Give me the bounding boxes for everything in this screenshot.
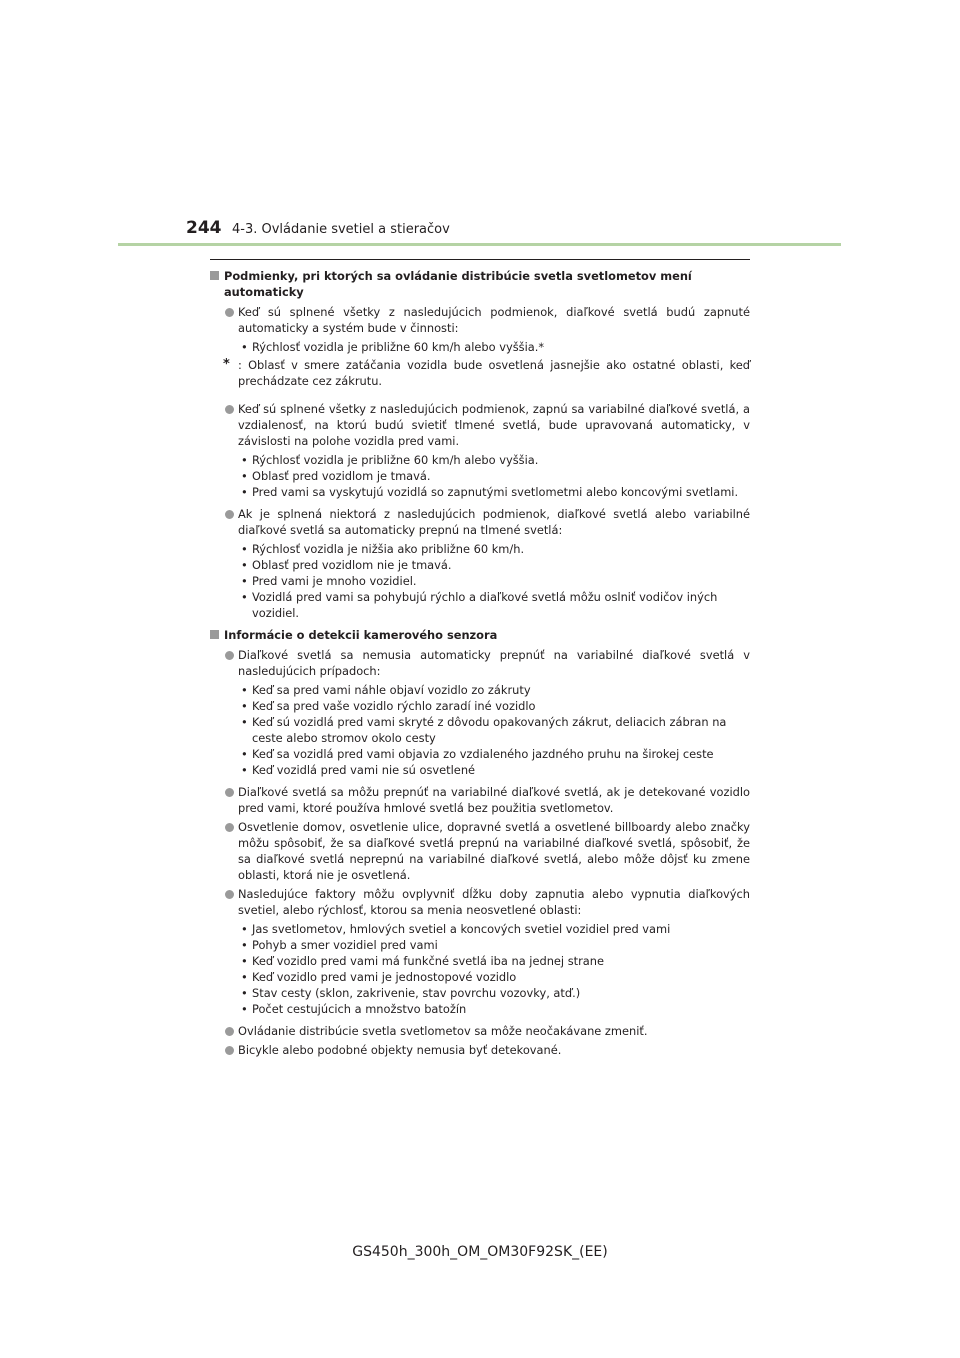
sub-item [210, 746, 750, 762]
sub-item-text: Keď sa pred vaše vozidlo rýchlo zaradí iné vozidlo [252, 699, 536, 713]
sub-item [210, 1001, 750, 1017]
sub-item [210, 339, 750, 355]
circle-bullet-icon [225, 890, 234, 899]
bullet-item [210, 506, 750, 538]
sub-item-text: Rýchlosť vozidla je približne 60 km/h alebo vyššia.* [252, 340, 545, 354]
sub-bullet-icon: • [241, 938, 248, 952]
sub-item [210, 762, 750, 778]
sub-item-text: Pred vami sa vyskytujú vozidlá so zapnutými svetlometmi alebo koncovými svetlami. [252, 485, 739, 499]
sub-item-text: Keď sa pred vami náhle objaví vozidlo zo zákruty [252, 683, 531, 697]
sub-bullet-icon: • [241, 590, 248, 604]
footnote [210, 357, 750, 389]
bullet-item [210, 647, 750, 679]
footer-doc-code: GS450h_300h_OM_OM30F92SK_(EE) [352, 1244, 608, 1260]
bullet-text: Ak je splnená niektorá z nasledujúcich podmienok, diaľkové svetlá alebo variabilné diaľkové svetlá sa automaticky prepnú na tlmené svetlá: [238, 507, 750, 537]
sub-item-text: Oblasť pred vozidlom je tmavá. [252, 469, 431, 483]
sub-bullet-icon: • [241, 574, 248, 588]
sub-item-text: Pred vami je mnoho vozidiel. [252, 574, 417, 588]
bullet-text: Nasledujúce faktory môžu ovplyvniť dĺžku doby zapnutia alebo vypnutia diaľkových svetiel, alebo rýchlosť, ktorou sa menia neosvetlené oblasti: [238, 887, 750, 917]
section-heading [210, 627, 750, 643]
sub-bullet-icon: • [241, 340, 248, 354]
sub-bullet-icon: • [241, 485, 248, 499]
sub-item [210, 557, 750, 573]
square-bullet-icon [210, 630, 219, 639]
bullet-item [210, 1042, 750, 1058]
bullet-item [210, 784, 750, 816]
bullet-item [210, 1023, 750, 1039]
circle-bullet-icon [225, 405, 234, 414]
sub-item-text: Rýchlosť vozidla je približne 60 km/h alebo vyššia. [252, 453, 539, 467]
sub-bullet-icon: • [241, 986, 248, 1000]
content-body [210, 268, 750, 1061]
sub-bullet-icon: • [241, 1002, 248, 1016]
sub-item [210, 589, 750, 621]
sub-item-text: Keď sú vozidlá pred vami skryté z dôvodu opakovaných zákrut, deliacich zábran na ceste alebo stromov okolo cesty [252, 715, 727, 745]
sub-item-text: Vozidlá pred vami sa pohybujú rýchlo a diaľkové svetlá môžu oslniť vodičov iných vozidiel. [252, 590, 718, 620]
circle-bullet-icon [225, 510, 234, 519]
bullet-item [210, 886, 750, 918]
bullet-item [210, 819, 750, 883]
sub-bullet-icon: • [241, 763, 248, 777]
section-heading [210, 268, 750, 300]
sub-bullet-icon: • [241, 683, 248, 697]
sub-item [210, 937, 750, 953]
sub-item-text: Pohyb a smer vozidiel pred vami [252, 938, 438, 952]
bullet-text: Bicykle alebo podobné objekty nemusia byť detekované. [238, 1043, 562, 1057]
sub-bullet-icon: • [241, 715, 248, 729]
sub-item [210, 714, 750, 746]
page-number: 244 [186, 218, 222, 238]
bullet-text: Osvetlenie domov, osvetlenie ulice, dopravné svetlá a osvetlené billboardy alebo značky môžu spôsobiť, že sa diaľkové svetlá prepnú na variabilné diaľkové svetlá, spôsobiť, že sa diaľkové svetlá neprepnú na variabilné diaľkové svetlá, alebo môže dôjsť ku zmene oblasti, ktorá nie je osvetlená. [238, 820, 750, 882]
bullet-text: Ovládanie distribúcie svetla svetlometov sa môže neočakávane zmeniť. [238, 1024, 648, 1038]
bullet-text: Keď sú splnené všetky z nasledujúcich podmienok, zapnú sa variabilné diaľkové svetlá, a vzdialenosť, na ktorú budú svietiť tlmené svetlá, bude upravovaná automaticky, v závislosti na polohe vozidla pred vami. [238, 402, 750, 448]
sub-bullet-icon: • [241, 970, 248, 984]
bullet-item [210, 401, 750, 449]
circle-bullet-icon [225, 823, 234, 832]
sub-item [210, 541, 750, 557]
bullet-text: Diaľkové svetlá sa nemusia automaticky prepnúť na variabilné diaľkové svetlá v nasledujúcich prípadoch: [238, 648, 750, 678]
sub-bullet-icon: • [241, 542, 248, 556]
sub-item [210, 921, 750, 937]
circle-bullet-icon [225, 651, 234, 660]
sub-item-text: Keď vozidlo pred vami má funkčné svetlá iba na jednej strane [252, 954, 605, 968]
footnote-text: : Oblasť v smere zatáčania vozidla bude osvetlená jasnejšie ako ostatné oblasti, keď prechádzate cez zákrutu. [238, 358, 750, 388]
bullet-item [210, 304, 750, 336]
sub-bullet-icon: • [241, 699, 248, 713]
sub-item [210, 484, 750, 500]
sub-item [210, 698, 750, 714]
sub-item-text: Keď vozidlo pred vami je jednostopové vozidlo [252, 970, 517, 984]
section-title: 4-3. Ovládanie svetiel a stieračov [232, 222, 450, 237]
sub-item-text: Počet cestujúcich a množstvo batožín [252, 1002, 467, 1016]
sub-item [210, 452, 750, 468]
circle-bullet-icon [225, 1027, 234, 1036]
sub-item-text: Jas svetlometov, hmlových svetiel a koncových svetiel vozidiel pred vami [252, 922, 671, 936]
sub-item-text: Rýchlosť vozidla je nižšia ako približne 60 km/h. [252, 542, 525, 556]
sub-item [210, 682, 750, 698]
sub-bullet-icon: • [241, 954, 248, 968]
sub-item [210, 573, 750, 589]
sub-item [210, 969, 750, 985]
sub-item [210, 953, 750, 969]
sub-item-text: Keď vozidlá pred vami nie sú osvetlené [252, 763, 476, 777]
sub-item-text: Keď sa vozidlá pred vami objavia zo vzdialeného jazdného pruhu na širokej ceste [252, 747, 714, 761]
top-rule [210, 259, 750, 260]
sub-bullet-icon: • [241, 469, 248, 483]
circle-bullet-icon [225, 1046, 234, 1055]
bullet-text: Diaľkové svetlá sa môžu prepnúť na variabilné diaľkové svetlá, ak je detekované vozidlo pred vami, ktoré používa hmlové svetlá bez použitia svetlometov. [238, 785, 750, 815]
sub-item-text: Stav cesty (sklon, zakrivenie, stav povrchu vozovky, atď.) [252, 986, 581, 1000]
header-rule [118, 243, 841, 246]
section-heading-text: Podmienky, pri ktorých sa ovládanie distribúcie svetla svetlometov mení automaticky [224, 269, 692, 299]
sub-bullet-icon: • [241, 922, 248, 936]
square-bullet-icon [210, 271, 219, 280]
section-heading-text: Informácie o detekcii kamerového senzora [224, 628, 498, 642]
sub-item-text: Oblasť pred vozidlom nie je tmavá. [252, 558, 452, 572]
sub-item [210, 468, 750, 484]
sub-bullet-icon: • [241, 453, 248, 467]
sub-bullet-icon: • [241, 558, 248, 572]
bullet-text: Keď sú splnené všetky z nasledujúcich podmienok, diaľkové svetlá budú zapnuté automaticky a systém bude v činnosti: [238, 305, 750, 335]
circle-bullet-icon [225, 788, 234, 797]
sub-item [210, 985, 750, 1001]
sub-bullet-icon: • [241, 747, 248, 761]
circle-bullet-icon [225, 308, 234, 317]
footnote-mark: * [223, 357, 230, 372]
